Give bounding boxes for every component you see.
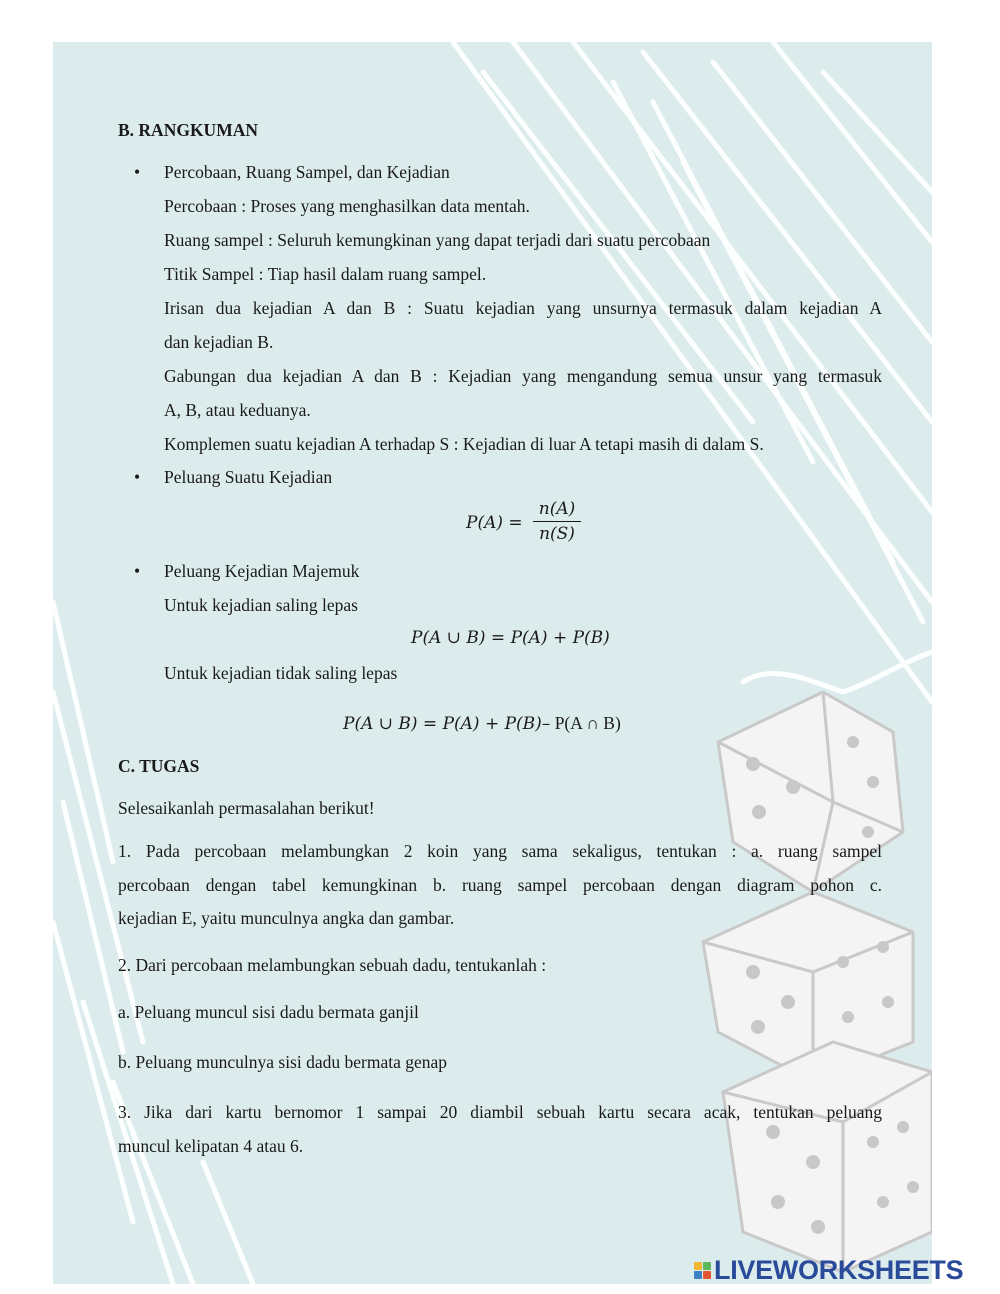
bullet-title-2: Peluang Suatu Kejadian <box>164 467 333 487</box>
definition-titik-sampel: Titik Sampel : Tiap hasil dalam ruang sampel. <box>164 264 487 284</box>
logo-grid-cell <box>703 1262 711 1270</box>
definition-ruang-sampel: Ruang sampel : Seluruh kemungkinan yang dapat terjadi dari suatu percobaan <box>164 230 711 250</box>
definition-irisan-cont: dan kejadian B. <box>164 332 274 352</box>
fraction-bar <box>533 521 581 522</box>
logo-grid-cell <box>703 1271 711 1279</box>
logo-grid-cell <box>694 1271 702 1279</box>
worksheet-content <box>53 42 932 1284</box>
formula-peluang-numerator: n(A) <box>538 499 576 519</box>
definition-gabungan: Gabungan dua kejadian A dan B : Kejadian yang mengandung semua unsur yang termasuk <box>164 366 882 386</box>
heading-rangkuman: B. RANGKUMAN <box>118 120 258 140</box>
formula-tidak-saling-lepas-main: P(A ∪ B) = P(A) + P(B)– <box>343 714 551 734</box>
definition-irisan: Irisan dua kejadian A dan B : Suatu kejadian yang unsurnya termasuk dalam kejadian A <box>164 298 882 318</box>
bullet-marker: • <box>134 467 141 487</box>
question-1-line-2: percobaan dengan tabel kemungkinan b. ruang sampel percobaan dengan diagram pohon c. <box>118 875 882 895</box>
question-3-line-2: muncul kelipatan 4 atau 6. <box>118 1136 304 1156</box>
question-1-line-3: kejadian E, yaitu munculnya angka dan gambar. <box>118 908 455 928</box>
bullet-marker: • <box>134 162 141 182</box>
formula-peluang-lhs: P(A) = <box>466 513 523 533</box>
bullet-title-1: Percobaan, Ruang Sampel, dan Kejadian <box>164 162 450 182</box>
definition-komplemen: Komplemen suatu kejadian A terhadap S : Kejadian di luar A tetapi masih di dalam S. <box>164 434 764 454</box>
heading-tugas: C. TUGAS <box>118 756 200 776</box>
tugas-intro: Selesaikanlah permasalahan berikut! <box>118 798 375 818</box>
label-saling-lepas: Untuk kejadian saling lepas <box>164 595 358 615</box>
definition-gabungan-cont: A, B, atau keduanya. <box>164 400 311 420</box>
definition-percobaan: Percobaan : Proses yang menghasilkan data mentah. <box>164 196 530 216</box>
question-2: 2. Dari percobaan melambungkan sebuah dadu, tentukanlah : <box>118 955 547 975</box>
logo-grid-cell <box>694 1262 702 1270</box>
question-2b: b. Peluang munculnya sisi dadu bermata genap <box>118 1052 448 1072</box>
liveworksheets-logo[interactable] <box>694 1254 963 1286</box>
logo-grid-icon <box>694 1262 711 1279</box>
question-3-line-1: 3. Jika dari kartu bernomor 1 sampai 20 diambil sebuah kartu secara acak, tentukan peluang <box>118 1102 882 1122</box>
question-1-line-1: 1. Pada percobaan melambungkan 2 koin yang sama sekaligus, tentukan : a. ruang sampel <box>118 841 882 861</box>
formula-tidak-saling-lepas-tail: P(A ∩ B) <box>550 713 621 733</box>
logo-text: LIVEWORKSHEETS <box>714 1254 964 1285</box>
formula-tidak-saling-lepas <box>343 712 621 735</box>
formula-saling-lepas: P(A ∪ B) = P(A) + P(B) <box>411 628 610 648</box>
label-tidak-saling-lepas: Untuk kejadian tidak saling lepas <box>164 663 398 683</box>
formula-peluang-fraction <box>533 498 581 545</box>
bullet-marker: • <box>134 561 141 581</box>
formula-peluang-denominator: n(S) <box>539 524 575 545</box>
question-2a: a. Peluang muncul sisi dadu bermata ganjil <box>118 1002 419 1022</box>
bullet-title-3: Peluang Kejadian Majemuk <box>164 561 360 581</box>
worksheet-page <box>53 42 932 1284</box>
